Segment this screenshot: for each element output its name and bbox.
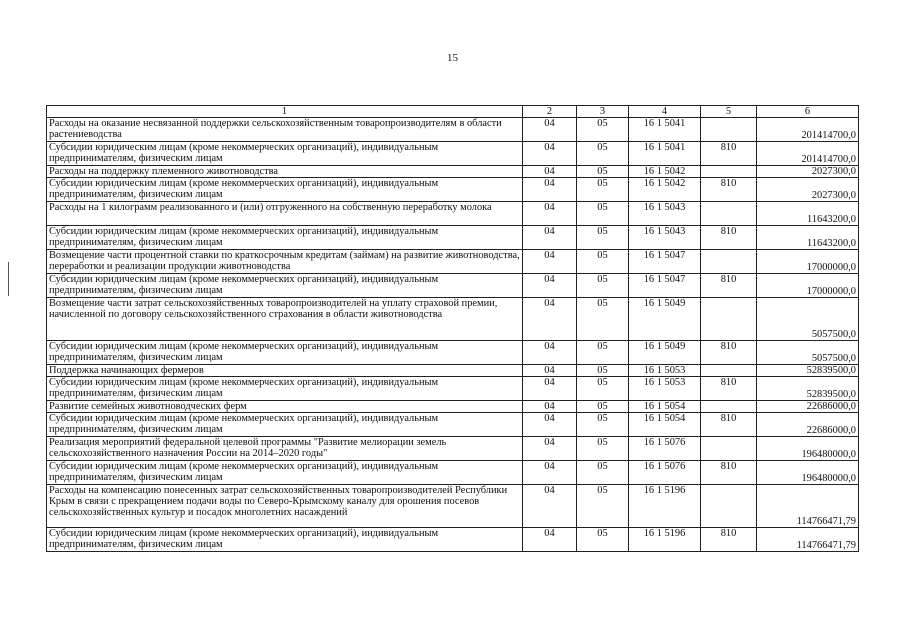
row-section-code: 04: [523, 528, 577, 552]
table-row: [47, 274, 859, 298]
row-section-code: 04: [523, 250, 577, 274]
row-target-code: 16 1 5043: [629, 226, 701, 250]
row-expense-type-code: 810: [701, 377, 757, 401]
row-section-code: 04: [523, 461, 577, 485]
row-subsection-code: 05: [577, 298, 629, 341]
row-section-code: 04: [523, 202, 577, 226]
row-description: Реализация мероприятий федеральной целевой программы "Развитие мелиорации земель сельскохозяйственного назначения России на 2014–2020 годы": [47, 437, 523, 461]
row-description: Субсидии юридическим лицам (кроме некоммерческих организаций), индивидуальным предпринимателям, физическим лицам: [47, 461, 523, 485]
page-number: 15: [447, 52, 458, 64]
row-target-code: 16 1 5042: [629, 166, 701, 178]
row-subsection-code: 05: [577, 401, 629, 413]
row-expense-type-code: 810: [701, 413, 757, 437]
row-target-code: 16 1 5076: [629, 437, 701, 461]
row-section-code: 04: [523, 377, 577, 401]
row-target-code: 16 1 5053: [629, 365, 701, 377]
table-row: [47, 202, 859, 226]
row-section-code: 04: [523, 341, 577, 365]
row-amount: 201414700,0: [757, 142, 859, 166]
row-description: Субсидии юридическим лицам (кроме некоммерческих организаций), индивидуальным предпринимателям, физическим лицам: [47, 178, 523, 202]
row-expense-type-code: [701, 166, 757, 178]
row-target-code: 16 1 5049: [629, 298, 701, 341]
row-target-code: 16 1 5043: [629, 202, 701, 226]
budget-table: [46, 105, 859, 552]
row-amount: 114766471,79: [757, 528, 859, 552]
row-expense-type-code: [701, 437, 757, 461]
row-target-code: 16 1 5076: [629, 461, 701, 485]
table-row: [47, 413, 859, 437]
table-row: [47, 437, 859, 461]
row-amount: 17000000,0: [757, 274, 859, 298]
row-description: Субсидии юридическим лицам (кроме некоммерческих организаций), индивидуальным предпринимателям, физическим лицам: [47, 413, 523, 437]
table-header-row: [47, 106, 859, 118]
column-header: 1: [47, 106, 523, 118]
row-amount: 5057500,0: [757, 298, 859, 341]
row-target-code: 16 1 5041: [629, 142, 701, 166]
row-expense-type-code: 810: [701, 274, 757, 298]
row-amount: 2027300,0: [757, 166, 859, 178]
row-subsection-code: 05: [577, 528, 629, 552]
row-target-code: 16 1 5047: [629, 250, 701, 274]
row-expense-type-code: [701, 485, 757, 528]
row-expense-type-code: [701, 118, 757, 142]
row-target-code: 16 1 5041: [629, 118, 701, 142]
row-description: Субсидии юридическим лицам (кроме некоммерческих организаций), индивидуальным предпринимателям, физическим лицам: [47, 274, 523, 298]
row-expense-type-code: [701, 202, 757, 226]
row-amount: 114766471,79: [757, 485, 859, 528]
row-section-code: 04: [523, 166, 577, 178]
row-amount: 52839500,0: [757, 377, 859, 401]
row-expense-type-code: [701, 365, 757, 377]
row-subsection-code: 05: [577, 226, 629, 250]
table-row: [47, 226, 859, 250]
row-subsection-code: 05: [577, 178, 629, 202]
row-amount: 5057500,0: [757, 341, 859, 365]
row-amount: 52839500,0: [757, 365, 859, 377]
row-target-code: 16 1 5042: [629, 178, 701, 202]
row-section-code: 04: [523, 437, 577, 461]
margin-marks: [8, 262, 11, 296]
table-row: [47, 118, 859, 142]
row-description: Расходы на компенсацию понесенных затрат сельскохозяйственных товаропроизводителей Республики Крым в связи с прекращением подачи воды по Северо-Крымскому каналу для орошения посевов сельскохозяйственных культур и посадок многолетних насаждений: [47, 485, 523, 528]
row-description: Субсидии юридическим лицам (кроме некоммерческих организаций), индивидуальным предпринимателям, физическим лицам: [47, 226, 523, 250]
table-row: [47, 250, 859, 274]
table-row: [47, 365, 859, 377]
row-target-code: 16 1 5047: [629, 274, 701, 298]
row-target-code: 16 1 5054: [629, 413, 701, 437]
table-row: [47, 178, 859, 202]
row-subsection-code: 05: [577, 166, 629, 178]
row-subsection-code: 05: [577, 413, 629, 437]
row-expense-type-code: 810: [701, 178, 757, 202]
table-row: [47, 142, 859, 166]
column-header: 4: [629, 106, 701, 118]
row-amount: 17000000,0: [757, 250, 859, 274]
row-expense-type-code: 810: [701, 461, 757, 485]
row-section-code: 04: [523, 178, 577, 202]
table-row: [47, 298, 859, 341]
row-amount: 22686000,0: [757, 401, 859, 413]
row-subsection-code: 05: [577, 461, 629, 485]
row-amount: 11643200,0: [757, 226, 859, 250]
table-row: [47, 377, 859, 401]
row-subsection-code: 05: [577, 118, 629, 142]
row-expense-type-code: 810: [701, 226, 757, 250]
row-description: Расходы на 1 килограмм реализованного и (или) отгруженного на собственную переработку молока: [47, 202, 523, 226]
row-expense-type-code: [701, 298, 757, 341]
row-expense-type-code: 810: [701, 528, 757, 552]
row-amount: 201414700,0: [757, 118, 859, 142]
row-expense-type-code: 810: [701, 142, 757, 166]
row-description: Субсидии юридическим лицам (кроме некоммерческих организаций), индивидуальным предпринимателям, физическим лицам: [47, 142, 523, 166]
row-amount: 22686000,0: [757, 413, 859, 437]
row-section-code: 04: [523, 226, 577, 250]
row-expense-type-code: [701, 401, 757, 413]
row-expense-type-code: [701, 250, 757, 274]
column-header: 3: [577, 106, 629, 118]
row-target-code: 16 1 5196: [629, 485, 701, 528]
row-target-code: 16 1 5049: [629, 341, 701, 365]
row-section-code: 04: [523, 485, 577, 528]
row-subsection-code: 05: [577, 377, 629, 401]
row-amount: 196480000,0: [757, 437, 859, 461]
row-subsection-code: 05: [577, 250, 629, 274]
row-description: Расходы на оказание несвязанной поддержки сельскохозяйственным товаропроизводителям в области растениеводства: [47, 118, 523, 142]
row-section-code: 04: [523, 401, 577, 413]
row-subsection-code: 05: [577, 365, 629, 377]
row-amount: 2027300,0: [757, 178, 859, 202]
row-description: Поддержка начинающих фермеров: [47, 365, 523, 377]
row-description: Возмещение части процентной ставки по краткосрочным кредитам (займам) на развитие животноводства, переработки и реализации продукции животноводства: [47, 250, 523, 274]
table-row: [47, 166, 859, 178]
column-header: 5: [701, 106, 757, 118]
row-description: Расходы на поддержку племенного животноводства: [47, 166, 523, 178]
row-expense-type-code: 810: [701, 341, 757, 365]
row-subsection-code: 05: [577, 142, 629, 166]
row-section-code: 04: [523, 413, 577, 437]
row-target-code: 16 1 5054: [629, 401, 701, 413]
row-subsection-code: 05: [577, 485, 629, 528]
row-subsection-code: 05: [577, 274, 629, 298]
row-section-code: 04: [523, 118, 577, 142]
row-section-code: 04: [523, 298, 577, 341]
table-row: [47, 341, 859, 365]
row-description: Субсидии юридическим лицам (кроме некоммерческих организаций), индивидуальным предпринимателям, физическим лицам: [47, 528, 523, 552]
row-description: Возмещение части затрат сельскохозяйственных товаропроизводителей на уплату страховой премии, начисленной по договору сельскохозяйственного страхования в области животноводства: [47, 298, 523, 341]
row-description: Развитие семейных животноводческих ферм: [47, 401, 523, 413]
row-description: Субсидии юридическим лицам (кроме некоммерческих организаций), индивидуальным предпринимателям, физическим лицам: [47, 377, 523, 401]
column-header: 6: [757, 106, 859, 118]
table-row: [47, 401, 859, 413]
row-description: Субсидии юридическим лицам (кроме некоммерческих организаций), индивидуальным предпринимателям, физическим лицам: [47, 341, 523, 365]
table-row: [47, 528, 859, 552]
row-subsection-code: 05: [577, 202, 629, 226]
row-target-code: 16 1 5053: [629, 377, 701, 401]
table-row: [47, 485, 859, 528]
table-row: [47, 461, 859, 485]
row-section-code: 04: [523, 274, 577, 298]
row-amount: 11643200,0: [757, 202, 859, 226]
row-subsection-code: 05: [577, 437, 629, 461]
row-subsection-code: 05: [577, 341, 629, 365]
row-section-code: 04: [523, 142, 577, 166]
column-header: 2: [523, 106, 577, 118]
row-amount: 196480000,0: [757, 461, 859, 485]
row-target-code: 16 1 5196: [629, 528, 701, 552]
row-section-code: 04: [523, 365, 577, 377]
